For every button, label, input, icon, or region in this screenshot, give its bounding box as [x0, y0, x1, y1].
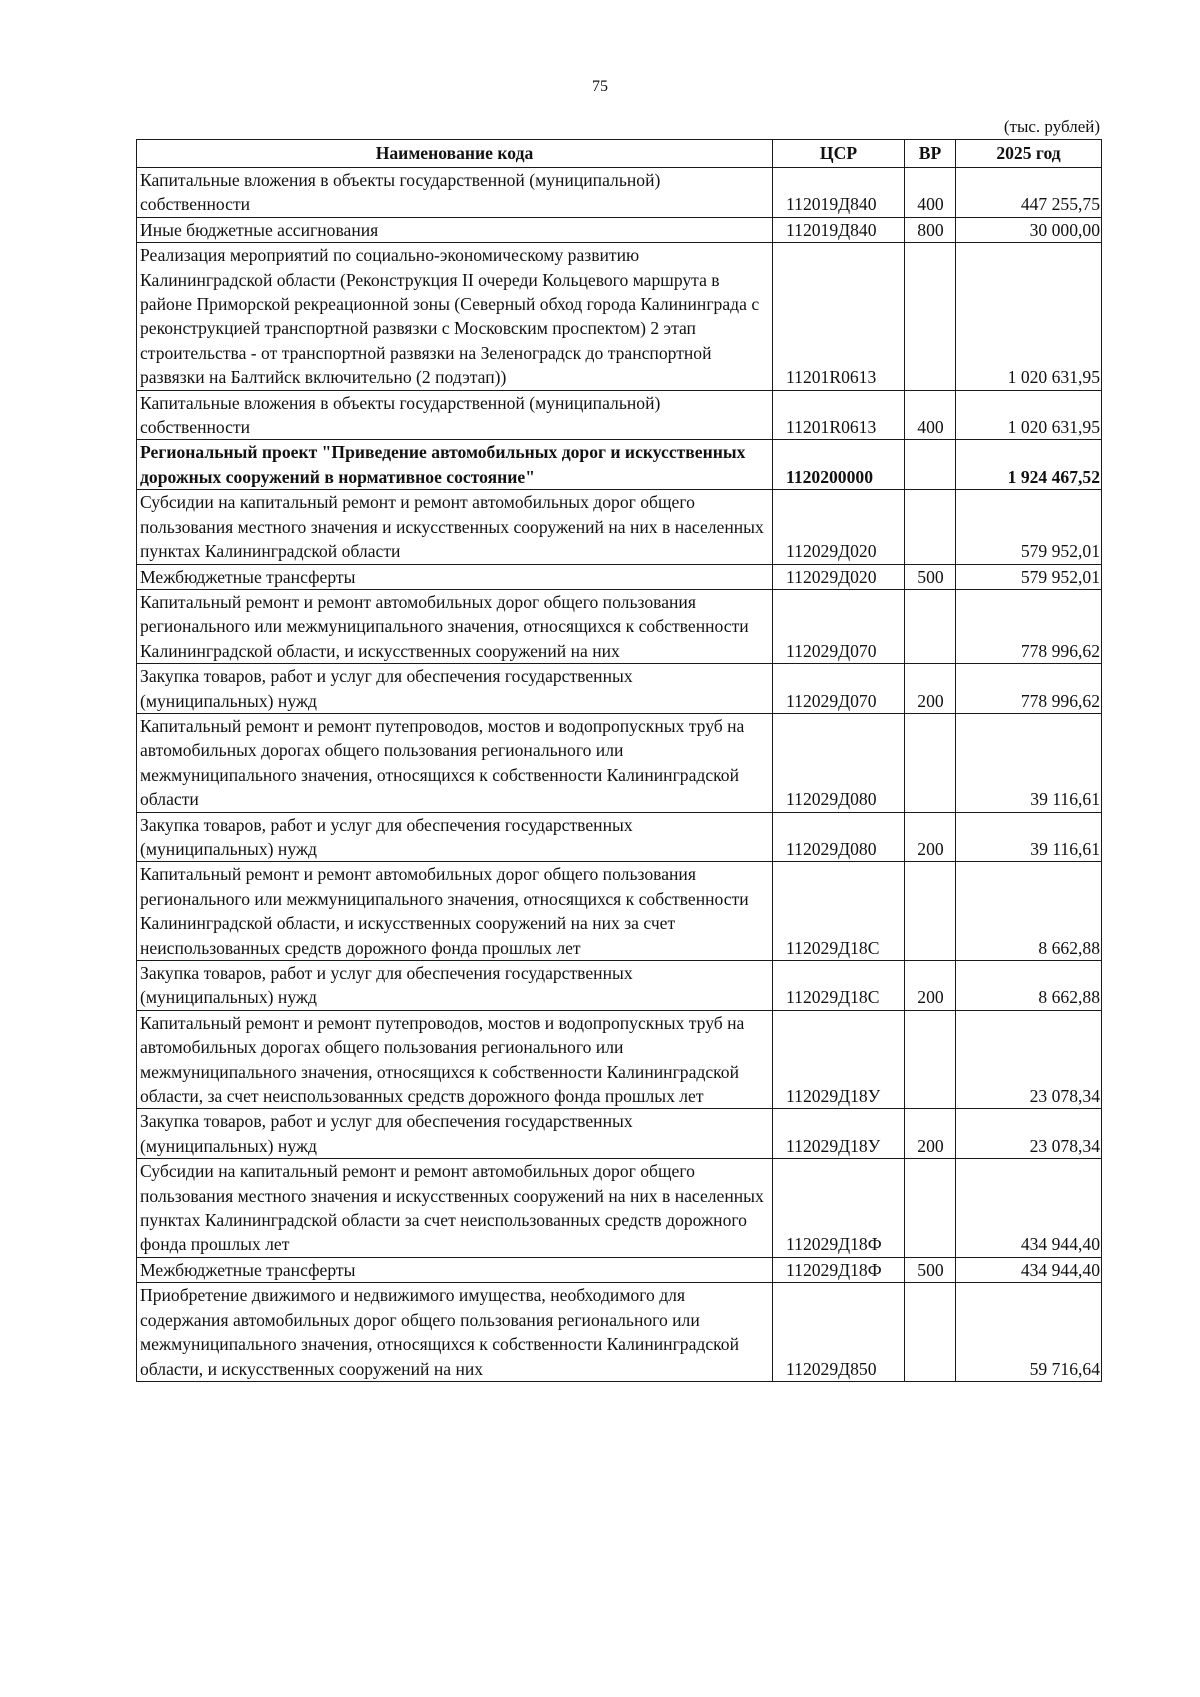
cell-csr: 112029Д18Ф — [773, 1159, 905, 1258]
cell-vr: 200 — [905, 812, 956, 862]
table-row — [137, 490, 1102, 564]
units-label: (тыс. рублей) — [1003, 117, 1100, 136]
cell-sum: 8 662,88 — [956, 961, 1102, 1011]
cell-sum: 23 078,34 — [956, 1010, 1102, 1109]
cell-csr: 112029Д070 — [773, 664, 905, 714]
cell-vr: 400 — [905, 168, 956, 218]
table-row — [137, 862, 1102, 961]
cell-sum: 1 924 467,52 — [956, 440, 1102, 490]
cell-csr: 112029Д080 — [773, 812, 905, 862]
cell-csr: 112029Д18У — [773, 1109, 905, 1159]
cell-vr — [905, 1159, 956, 1258]
cell-csr: 11201R0613 — [773, 390, 905, 440]
header-csr: ЦСР — [773, 140, 905, 168]
cell-sum: 579 952,01 — [956, 490, 1102, 564]
cell-name: Закупка товаров, работ и услуг для обеспечения государственных (муниципальных) нужд — [137, 664, 773, 714]
cell-vr — [905, 1010, 956, 1109]
cell-csr: 112029Д020 — [773, 490, 905, 564]
cell-vr — [905, 589, 956, 663]
cell-csr: 112029Д850 — [773, 1283, 905, 1382]
table-row — [137, 217, 1102, 242]
cell-sum: 30 000,00 — [956, 217, 1102, 242]
cell-csr: 112029Д070 — [773, 589, 905, 663]
cell-name: Межбюджетные трансферты — [137, 564, 773, 589]
table-row — [137, 168, 1102, 218]
cell-name: Закупка товаров, работ и услуг для обеспечения государственных (муниципальных) нужд — [137, 812, 773, 862]
cell-sum: 39 116,61 — [956, 812, 1102, 862]
cell-name: Капитальные вложения в объекты государственной (муниципальной) собственности — [137, 390, 773, 440]
cell-vr — [905, 713, 956, 812]
table-header — [137, 140, 1102, 168]
budget-table — [136, 139, 1102, 1382]
header-row — [137, 140, 1102, 168]
table-row — [137, 1283, 1102, 1382]
table-row — [137, 961, 1102, 1011]
cell-vr: 200 — [905, 961, 956, 1011]
cell-sum: 1 020 631,95 — [956, 243, 1102, 390]
cell-sum: 434 944,40 — [956, 1159, 1102, 1258]
cell-name: Приобретение движимого и недвижимого имущества, необходимого для содержания автомобильных дорог общего пользования регионального или межмуниципального значения, относящихся к собственности Калининградской области, и искусственных сооружений на них — [137, 1283, 773, 1382]
cell-csr: 112019Д840 — [773, 217, 905, 242]
cell-name: Субсидии на капитальный ремонт и ремонт автомобильных дорог общего пользования местного значения и искусственных сооружений на них в населенных пунктах Калининградской области за счет неиспользованных средств дорожного фонда прошлых лет — [137, 1159, 773, 1258]
cell-vr: 800 — [905, 217, 956, 242]
cell-sum: 39 116,61 — [956, 713, 1102, 812]
table-row — [137, 1109, 1102, 1159]
cell-name: Капитальный ремонт и ремонт путепроводов, мостов и водопропускных труб на автомобильных дорогах общего пользования регионального или межмуниципального значения, относящихся к собственности Калининградской области — [137, 713, 773, 812]
cell-csr: 11201R0613 — [773, 243, 905, 390]
cell-csr: 112029Д18У — [773, 1010, 905, 1109]
table-body — [137, 168, 1102, 1382]
cell-csr: 112029Д18С — [773, 961, 905, 1011]
cell-csr: 1120200000 — [773, 440, 905, 490]
cell-sum: 579 952,01 — [956, 564, 1102, 589]
cell-sum: 434 944,40 — [956, 1257, 1102, 1282]
cell-name: Реализация мероприятий по социально-экономическому развитию Калининградской области (Реконструкция II очереди Кольцевого маршрута в районе Приморской рекреационной зоны (Северный обход города Калининграда с реконструкцией транспортной развязки с Московским проспектом) 2 этап строительства - от транспортной развязки на Зеленоградск до транспортной развязки на Балтийск включительно (2 подэтап)) — [137, 243, 773, 390]
cell-vr: 200 — [905, 664, 956, 714]
page-number: 75 — [592, 78, 608, 95]
cell-name: Иные бюджетные ассигнования — [137, 217, 773, 242]
cell-vr — [905, 862, 956, 961]
cell-name: Межбюджетные трансферты — [137, 1257, 773, 1282]
header-sum: 2025 год — [956, 140, 1102, 168]
cell-vr — [905, 1283, 956, 1382]
cell-name: Региональный проект "Приведение автомобильных дорог и искусственных дорожных сооружений в нормативное состояние" — [137, 440, 773, 490]
cell-csr: 112029Д18С — [773, 862, 905, 961]
cell-csr: 112029Д080 — [773, 713, 905, 812]
table-row — [137, 440, 1102, 490]
cell-sum: 778 996,62 — [956, 589, 1102, 663]
table-row — [137, 664, 1102, 714]
cell-csr: 112029Д020 — [773, 564, 905, 589]
cell-name: Субсидии на капитальный ремонт и ремонт автомобильных дорог общего пользования местного значения и искусственных сооружений на них в населенных пунктах Калининградской области — [137, 490, 773, 564]
table-row — [137, 1159, 1102, 1258]
table-row — [137, 1010, 1102, 1109]
cell-sum: 1 020 631,95 — [956, 390, 1102, 440]
header-name: Наименование кода — [137, 140, 773, 168]
cell-sum: 8 662,88 — [956, 862, 1102, 961]
cell-sum: 23 078,34 — [956, 1109, 1102, 1159]
cell-name: Капитальный ремонт и ремонт автомобильных дорог общего пользования регионального или межмуниципального значения, относящихся к собственности Калининградской области, и искусственных сооружений на них — [137, 589, 773, 663]
cell-vr: 500 — [905, 564, 956, 589]
cell-name: Капитальный ремонт и ремонт автомобильных дорог общего пользования регионального или межмуниципального значения, относящихся к собственности Калининградской области, и искусственных сооружений на них за счет неиспользованных средств дорожного фонда прошлых лет — [137, 862, 773, 961]
table-row — [137, 564, 1102, 589]
cell-vr — [905, 440, 956, 490]
table-row — [137, 243, 1102, 390]
cell-name: Закупка товаров, работ и услуг для обеспечения государственных (муниципальных) нужд — [137, 1109, 773, 1159]
cell-vr: 400 — [905, 390, 956, 440]
cell-name: Капитальные вложения в объекты государственной (муниципальной) собственности — [137, 168, 773, 218]
cell-sum: 447 255,75 — [956, 168, 1102, 218]
cell-vr — [905, 243, 956, 390]
table-row — [137, 812, 1102, 862]
cell-vr — [905, 490, 956, 564]
table-row — [137, 589, 1102, 663]
header-vr: ВР — [905, 140, 956, 168]
cell-sum: 59 716,64 — [956, 1283, 1102, 1382]
cell-csr: 112029Д18Ф — [773, 1257, 905, 1282]
cell-vr: 200 — [905, 1109, 956, 1159]
cell-csr: 112019Д840 — [773, 168, 905, 218]
cell-name: Капитальный ремонт и ремонт путепроводов, мостов и водопропускных труб на автомобильных дорогах общего пользования регионального или межмуниципального значения, относящихся к собственности Калининградской области, за счет неиспользованных средств дорожного фонда прошлых лет — [137, 1010, 773, 1109]
table-row — [137, 390, 1102, 440]
cell-sum: 778 996,62 — [956, 664, 1102, 714]
cell-name: Закупка товаров, работ и услуг для обеспечения государственных (муниципальных) нужд — [137, 961, 773, 1011]
table-row — [137, 713, 1102, 812]
cell-vr: 500 — [905, 1257, 956, 1282]
table-row — [137, 1257, 1102, 1282]
